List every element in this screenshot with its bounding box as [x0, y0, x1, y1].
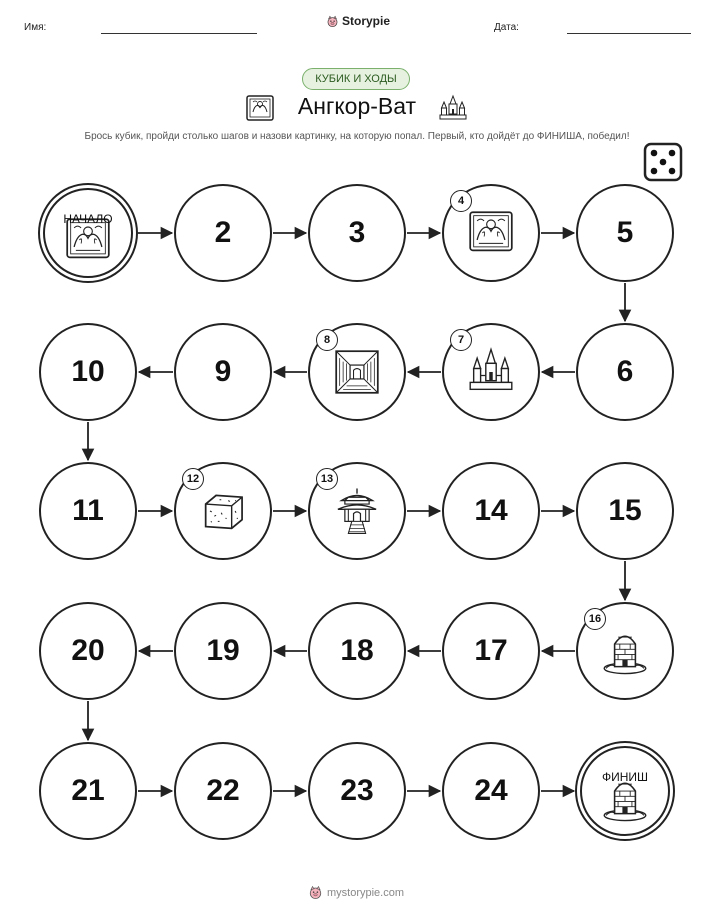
corridor-icon [331, 346, 383, 398]
instructions: Брось кубик, пройди столько шагов и назови картинку, на которую попал. Первый, кто дойдёт до ФИНИША, победил! [84, 131, 630, 142]
board-cell-15[interactable] [576, 462, 674, 560]
board-cell-10[interactable] [39, 323, 137, 421]
cell-number: 2 [214, 216, 232, 249]
board-cell-12[interactable] [174, 462, 272, 560]
board-cell-3[interactable] [308, 184, 406, 282]
board-cell-25[interactable] [580, 746, 670, 836]
cell-number: 19 [206, 634, 240, 667]
cell-number: 6 [616, 355, 634, 388]
board-cell-22[interactable] [174, 742, 272, 840]
board-cell-16[interactable] [576, 602, 674, 700]
board-cell-21[interactable] [39, 742, 137, 840]
cell-number: 23 [340, 774, 374, 807]
board-cell-17[interactable] [442, 602, 540, 700]
brand-name: Storypie [342, 14, 391, 28]
board-cell-23[interactable] [308, 742, 406, 840]
date-label: Дата: [494, 22, 519, 33]
game-type-tag: КУБИК И ХОДЫ [302, 68, 410, 90]
board-cell-13[interactable] [308, 462, 406, 560]
cell-number: 21 [71, 774, 105, 807]
page-title: Ангкор-Ват [297, 93, 417, 119]
board-cell-9[interactable] [174, 323, 272, 421]
cell-number: 3 [348, 216, 366, 249]
cell-number: 5 [616, 216, 634, 249]
board-cell-8[interactable] [308, 323, 406, 421]
board-cell-24[interactable] [442, 742, 540, 840]
cell-number-badge: 13 [316, 468, 338, 490]
gate-pavilion-icon [331, 485, 383, 537]
board-cell-4[interactable] [442, 184, 540, 282]
board-cell-18[interactable] [308, 602, 406, 700]
stone-block-icon [197, 485, 249, 537]
name-label: Имя: [24, 22, 47, 33]
cell-number: 24 [474, 774, 508, 807]
finish-label: ФИНИШ [601, 770, 649, 784]
cell-number-badge: 8 [316, 329, 338, 351]
cell-number-badge: 7 [450, 329, 472, 351]
start-label: НАЧАЛО [63, 212, 113, 226]
cell-number: 20 [71, 634, 105, 667]
cell-number: 9 [214, 355, 232, 388]
cell-number-badge: 4 [450, 190, 472, 212]
cell-number: 17 [474, 634, 508, 667]
board-cell-2[interactable] [174, 184, 272, 282]
board-cell-6[interactable] [576, 323, 674, 421]
board-cell-11[interactable] [39, 462, 137, 560]
cell-number: 10 [71, 355, 105, 388]
cell-number: 11 [72, 494, 104, 527]
tower-icon [599, 625, 651, 677]
footer-url[interactable]: mystorypie.com [327, 886, 405, 899]
cell-number-badge: 12 [182, 468, 204, 490]
cell-number: 14 [474, 494, 508, 527]
cell-number: 18 [340, 634, 374, 667]
cell-number: 15 [608, 494, 642, 527]
pig-mascot-icon [308, 885, 323, 900]
board-cell-14[interactable] [442, 462, 540, 560]
bas-relief-icon [465, 207, 517, 259]
board-cell-7[interactable] [442, 323, 540, 421]
board-cell-1[interactable] [43, 188, 133, 278]
board-cell-19[interactable] [174, 602, 272, 700]
board-cell-20[interactable] [39, 602, 137, 700]
board-cell-5[interactable] [576, 184, 674, 282]
temple-icon [465, 346, 517, 398]
cell-number-badge: 16 [584, 608, 606, 630]
cell-number: 22 [206, 774, 240, 807]
footer [308, 885, 404, 900]
